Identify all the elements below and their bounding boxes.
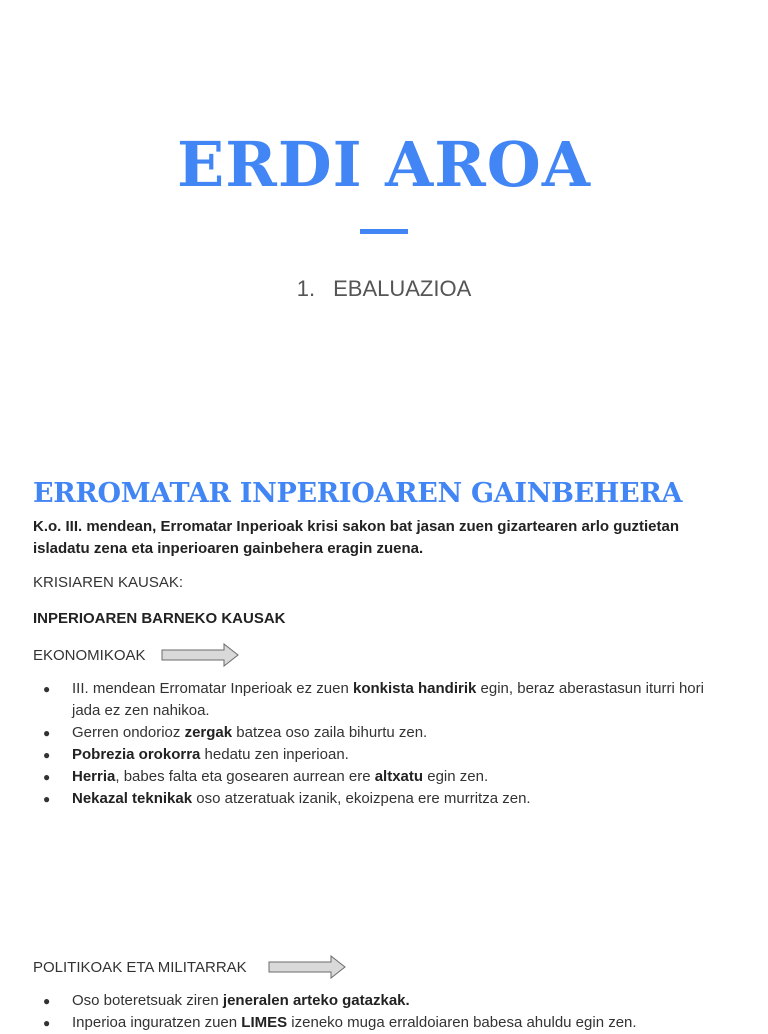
bullet-icon: ●	[43, 748, 51, 762]
bullet-icon: ●	[43, 726, 51, 740]
bullet-icon: ●	[43, 792, 51, 806]
political-list	[33, 990, 733, 1034]
bullet-icon: ●	[43, 994, 51, 1008]
list-item: ● Oso boteretsuak ziren jeneralen arteko gatazkak.	[33, 990, 733, 1012]
intro-paragraph: K.o. III. mendean, Erromatar Inperioak krisi sakon bat jasan zuen gizartearen arlo guztietan isladatu zena eta inperioaren gainbehera eragin zuena.	[33, 518, 680, 557]
causes-label: KRISIAREN KAUSAK:	[33, 574, 184, 591]
bullet-icon: ●	[43, 682, 51, 696]
bullet-icon: ●	[43, 770, 51, 784]
list-item: ● Gerren ondorioz zergak batzea oso zaila bihurtu zen.	[33, 722, 733, 744]
economic-list	[33, 678, 733, 810]
political-label-row	[33, 955, 347, 979]
subtitle	[0, 276, 768, 302]
page-title: ERDI AROA	[177, 128, 591, 201]
list-item: ● Nekazal teknikak oso atzeratuak izanik, ekoizpena ere murritza zen.	[33, 788, 733, 810]
arrow-right-icon	[160, 643, 240, 667]
subtitle-number: 1.	[296, 276, 316, 301]
arrow-right-icon	[267, 955, 347, 979]
list-item: ● Inperioa inguratzen zuen LIMES izeneko muga erraldoiaren babesa ahuldu egin zen.	[33, 1012, 733, 1034]
subtitle-text: EBALUAZIOA	[333, 276, 472, 301]
internal-causes-heading: INPERIOAREN BARNEKO KAUSAK	[33, 610, 286, 627]
list-item: ● Herria, babes falta eta gosearen aurrean ere altxatu egin zen.	[33, 766, 733, 788]
political-label: POLITIKOAK ETA MILITARRAK	[33, 958, 247, 976]
title-divider	[360, 229, 408, 234]
economic-label: EKONOMIKOAK	[33, 646, 146, 664]
bullet-icon: ●	[43, 1016, 51, 1030]
list-item: ● III. mendean Erromatar Inperioak ez zuen konkista handirik egin, beraz aberastasun iturri hori jada ez zen nahikoa.	[43, 680, 704, 719]
list-item: ● Pobrezia orokorra hedatu zen inperioan.	[33, 744, 733, 766]
economic-label-row	[33, 643, 240, 667]
section-title: ERROMATAR INPERIOAREN GAINBEHERA	[33, 478, 683, 509]
